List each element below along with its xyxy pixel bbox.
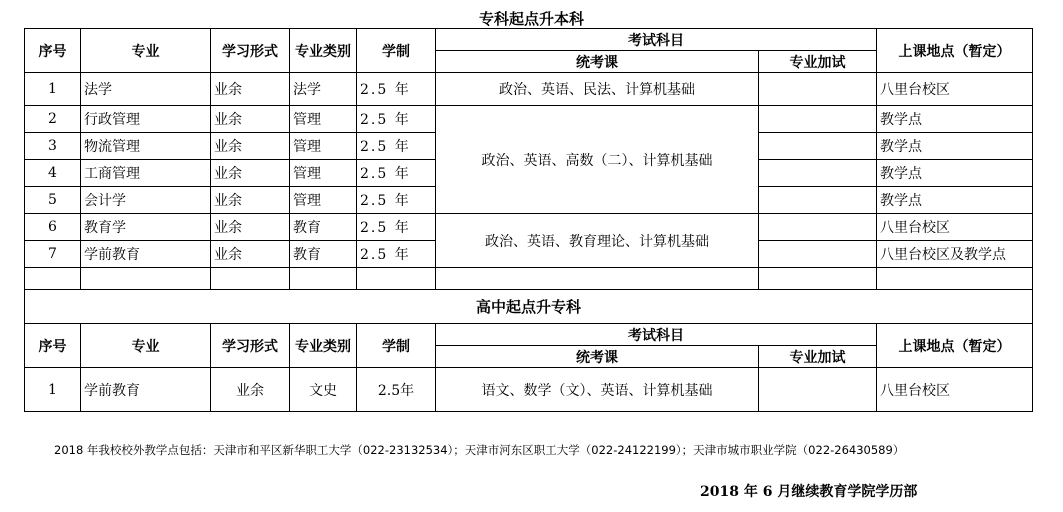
- cell-location: 八里台校区: [877, 368, 1033, 412]
- header-study-mode: 学习形式: [211, 324, 290, 368]
- cell-category: 文史: [290, 368, 357, 412]
- header-duration: 学制: [357, 29, 436, 73]
- cell-category: 管理: [290, 106, 357, 133]
- cell-extra-exam: [759, 214, 877, 241]
- header-unified-exam: 统考课: [436, 51, 759, 73]
- enrollment-table: [24, 28, 1033, 412]
- cell-duration: 2.5 年: [357, 241, 436, 268]
- cell-mode: 业余: [211, 133, 290, 160]
- footer-signature: 2018 年 6 月继续教育学院学历部: [700, 484, 918, 500]
- cell-major: 学前教育: [81, 241, 211, 268]
- cell-major: 学前教育: [81, 368, 211, 412]
- cell-location: 教学点: [877, 133, 1033, 160]
- cell-location: 教学点: [877, 187, 1033, 214]
- cell-mode: 业余: [211, 106, 290, 133]
- cell-no: 5: [25, 187, 81, 214]
- header-major: 专业: [81, 324, 211, 368]
- cell-major: 会计学: [81, 187, 211, 214]
- cell-duration: 2.5 年: [357, 214, 436, 241]
- cell-duration: 2.5 年: [357, 133, 436, 160]
- cell-duration: 2.5年: [357, 368, 436, 412]
- cell-category: 法学: [290, 73, 357, 106]
- cell-major: 工商管理: [81, 160, 211, 187]
- cell-location: 八里台校区及教学点: [877, 241, 1033, 268]
- cell-exam-group: 语文、数学（文）、英语、计算机基础: [436, 368, 759, 412]
- header-exam-subjects: 考试科目: [436, 29, 877, 51]
- cell-duration: 2.5 年: [357, 160, 436, 187]
- cell-category: 教育: [290, 214, 357, 241]
- cell-no: 6: [25, 214, 81, 241]
- header-extra-exam: 专业加试: [759, 346, 877, 368]
- cell-exam-group: 政治、英语、民法、计算机基础: [436, 73, 759, 106]
- header-study-mode: 学习形式: [211, 29, 290, 73]
- cell-category: 管理: [290, 133, 357, 160]
- header-exam-subjects: 考试科目: [436, 324, 877, 346]
- cell-extra-exam: [759, 106, 877, 133]
- header-location: 上课地点（暂定）: [877, 29, 1033, 73]
- cell-major: 教育学: [81, 214, 211, 241]
- header-extra-exam: 专业加试: [759, 51, 877, 73]
- cell-category: 管理: [290, 187, 357, 214]
- section2-title: 高中起点升专科: [25, 290, 1033, 324]
- header-no: 序号: [25, 29, 81, 73]
- section1-title: 专科起点升本科: [478, 10, 584, 28]
- table-row: [25, 73, 1033, 106]
- cell-duration: 2.5 年: [357, 106, 436, 133]
- cell-major: 物流管理: [81, 133, 211, 160]
- cell-no: 1: [25, 368, 81, 412]
- table-row: [25, 368, 1033, 412]
- cell-location: 八里台校区: [877, 73, 1033, 106]
- cell-extra-exam: [759, 160, 877, 187]
- cell-exam-group: 政治、英语、教育理论、计算机基础: [436, 214, 759, 268]
- cell-location: 教学点: [877, 160, 1033, 187]
- cell-location: 教学点: [877, 106, 1033, 133]
- header-category: 专业类别: [290, 324, 357, 368]
- header-category: 专业类别: [290, 29, 357, 73]
- header-unified-exam: 统考课: [436, 346, 759, 368]
- cell-extra-exam: [759, 241, 877, 268]
- cell-extra-exam: [759, 73, 877, 106]
- cell-mode: 业余: [211, 73, 290, 106]
- footer-note: 2018 年我校校外教学点包括：天津市和平区新华职工大学（022-23132534）；天津市河东区职工大学（022-24122199）；天津市城市职业学院（022-26430589）: [54, 443, 905, 457]
- cell-no: 3: [25, 133, 81, 160]
- cell-exam-group: 政治、英语、高数（二）、计算机基础: [436, 106, 759, 214]
- empty-row: [25, 268, 1033, 290]
- cell-location: 八里台校区: [877, 214, 1033, 241]
- cell-extra-exam: [759, 368, 877, 412]
- cell-mode: 业余: [211, 187, 290, 214]
- cell-duration: 2.5 年: [357, 187, 436, 214]
- header-duration: 学制: [357, 324, 436, 368]
- table-row: [25, 214, 1033, 241]
- cell-no: 1: [25, 73, 81, 106]
- header-major: 专业: [81, 29, 211, 73]
- cell-mode: 业余: [211, 368, 290, 412]
- header-location: 上课地点（暂定）: [877, 324, 1033, 368]
- cell-mode: 业余: [211, 241, 290, 268]
- cell-category: 管理: [290, 160, 357, 187]
- cell-major: 法学: [81, 73, 211, 106]
- cell-mode: 业余: [211, 160, 290, 187]
- cell-extra-exam: [759, 187, 877, 214]
- cell-major: 行政管理: [81, 106, 211, 133]
- table-row: [25, 106, 1033, 133]
- cell-category: 教育: [290, 241, 357, 268]
- cell-no: 4: [25, 160, 81, 187]
- cell-duration: 2.5 年: [357, 73, 436, 106]
- cell-mode: 业余: [211, 214, 290, 241]
- cell-no: 2: [25, 106, 81, 133]
- cell-no: 7: [25, 241, 81, 268]
- header-no: 序号: [25, 324, 81, 368]
- cell-extra-exam: [759, 133, 877, 160]
